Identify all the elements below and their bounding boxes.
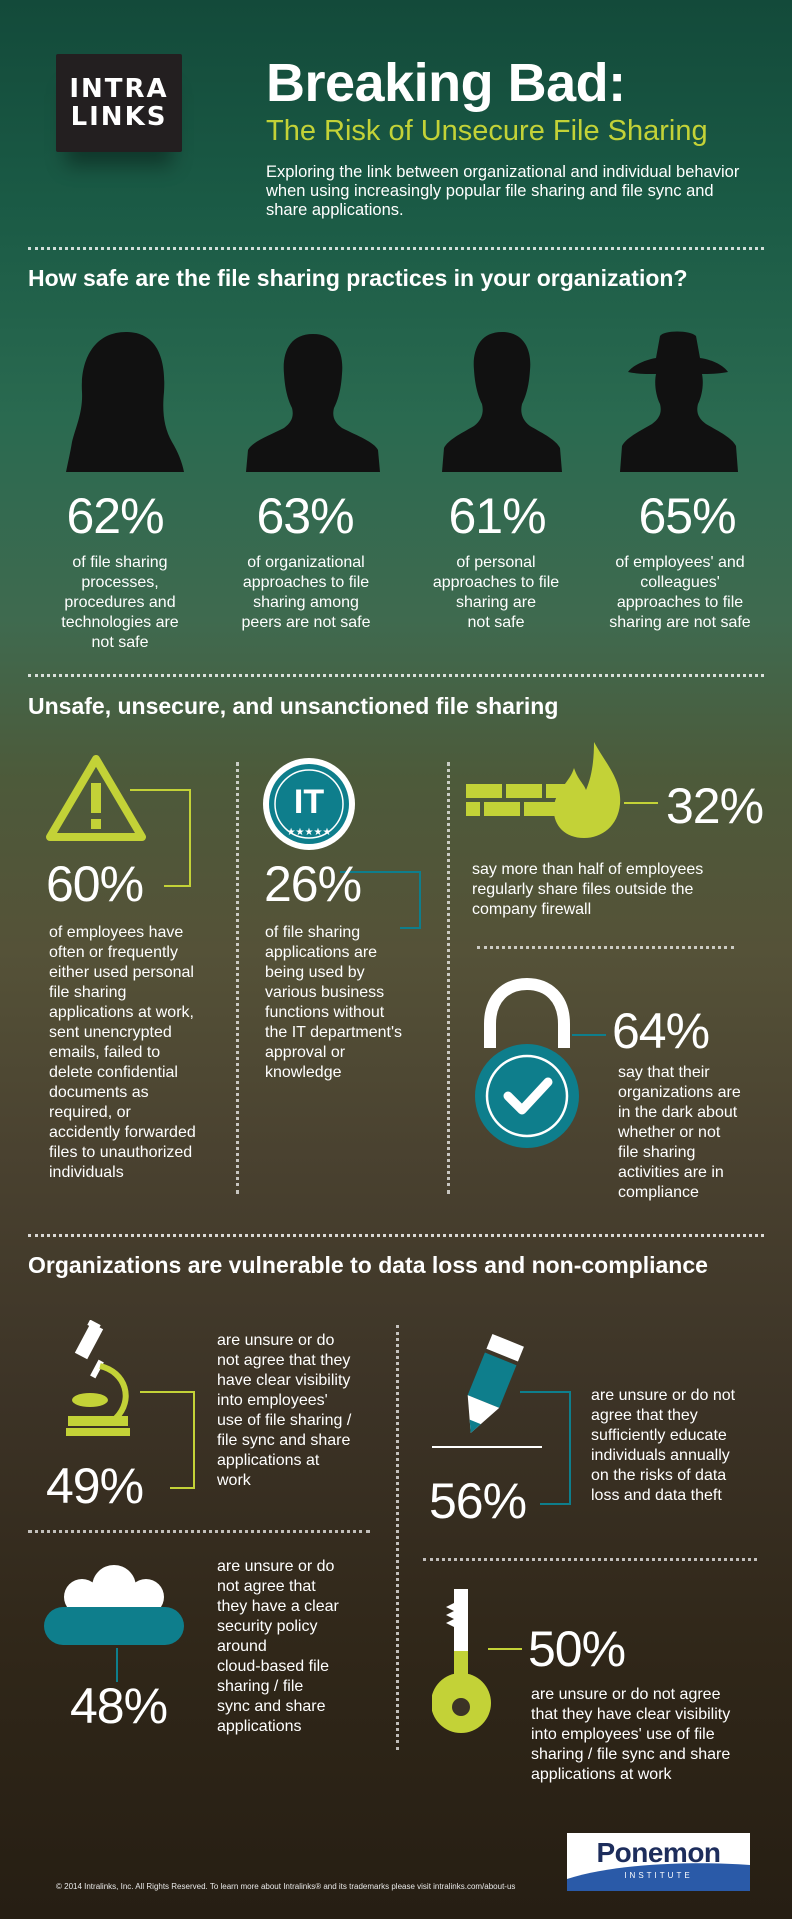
horizontal-divider (477, 946, 734, 949)
page-subtitle: The Risk of Unsecure File Sharing (266, 115, 708, 147)
stat-62-desc: of file sharing processes, procedures and technologies are not safe (61, 554, 179, 651)
firewall-icon (466, 740, 626, 840)
hat-silhouette-icon (620, 330, 738, 472)
intralinks-logo (56, 54, 182, 152)
stat-50-value: 50% (528, 1621, 626, 1677)
page-title: Breaking Bad: (266, 53, 626, 113)
ponemon-sub: INSTITUTE (624, 1871, 693, 1880)
stat-56-desc: are unsure or do not agree that they sufficiently educate individuals annually on the risks of data loss and data theft (591, 1387, 736, 1504)
stat-49-desc: are unsure or do not agree that they have clear visibility into employees' use of file sharing / file sync and share applications at work (217, 1332, 352, 1489)
stat-32-value: 32% (666, 778, 764, 834)
ponemon-logo (567, 1833, 750, 1891)
stat-64-desc: say that their organizations are in the dark about whether or not file sharing activities are in compliance (618, 1064, 741, 1201)
connector-line (140, 1390, 198, 1490)
connector-line (520, 1390, 572, 1506)
section3-title: Organizations are vulnerable to data loss and non-compliance (28, 1252, 708, 1278)
stat-65-value: 65% (638, 488, 736, 544)
copyright-text: © 2014 Intralinks, Inc. All Rights Reserved. To learn more about Intralinks® and its trademarks please visit intralinks.com/about-us (56, 1882, 516, 1891)
woman-silhouette-icon (66, 330, 184, 472)
stat-65-desc: of employees' and colleagues' approaches to file sharing are not safe (609, 554, 751, 631)
stat-56-value: 56% (429, 1473, 527, 1529)
stat-48-value: 48% (70, 1678, 168, 1734)
svg-text:★★★★★: ★★★★★ (286, 827, 332, 838)
horizontal-divider (423, 1558, 757, 1561)
padlock-icon (472, 978, 582, 1152)
stat-61-value: 61% (448, 488, 546, 544)
stat-48-desc: are unsure or do not agree that they have a clear security policy around cloud-based file sharing / file sync and share applications (217, 1558, 339, 1735)
divider (28, 1234, 764, 1237)
stat-62-value: 62% (66, 488, 164, 544)
it-badge-icon (260, 755, 358, 853)
it-badge-text: IT (293, 783, 325, 821)
stat-50-desc: are unsure or do not agree that they have clear visibility into employees' use of file sharing / file sync and share applications at work (531, 1686, 731, 1783)
pencil-icon (450, 1333, 530, 1443)
divider (28, 247, 764, 250)
cloud-icon (42, 1563, 187, 1647)
key-icon (432, 1585, 496, 1740)
stat-32-desc: say more than half of employees regularly share files outside the company firewall (472, 861, 704, 918)
connector-line (572, 1032, 608, 1038)
stat-26-value: 26% (264, 856, 362, 912)
section2-title: Unsafe, unsecure, and unsanctioned file sharing (28, 693, 559, 719)
connector-line (624, 800, 660, 806)
stat-49-value: 49% (46, 1458, 144, 1514)
connector-line (488, 1646, 524, 1652)
stat-60-desc: of employees have often or frequently either used personal file sharing applications at work, sent unencrypted emails, failed to delete confidential documents as required, or accidently forwarded files to unauthorized individuals (49, 924, 196, 1181)
stat-63-value: 63% (256, 488, 354, 544)
man-silhouette-icon (442, 330, 562, 472)
logo-line-1: INTRA (69, 74, 169, 104)
vertical-divider (447, 762, 450, 1194)
divider (28, 674, 764, 677)
microscope-icon (60, 1320, 140, 1440)
ponemon-name: Ponemon (596, 1837, 721, 1868)
stat-26-desc: of file sharing applications are being used by various business functions without the IT department's approval or knowledge (265, 924, 403, 1081)
stat-64-value: 64% (612, 1003, 710, 1059)
stat-61-desc: of personal approaches to file sharing are not safe (432, 554, 560, 631)
vertical-divider (236, 762, 239, 1194)
man-silhouette-icon (246, 330, 380, 472)
section1-title: How safe are the file sharing practices in your organization? (28, 265, 688, 291)
vertical-divider (396, 1325, 399, 1750)
stat-60-value: 60% (46, 856, 144, 912)
logo-line-2: LINKS (70, 102, 168, 132)
intro-text: Exploring the link between organizational and individual behavior when using increasingly popular file sharing and file sync and share applications. (266, 163, 740, 219)
horizontal-divider (28, 1530, 370, 1533)
stat-63-desc: of organizational approaches to file sharing among peers are not safe (241, 554, 371, 631)
